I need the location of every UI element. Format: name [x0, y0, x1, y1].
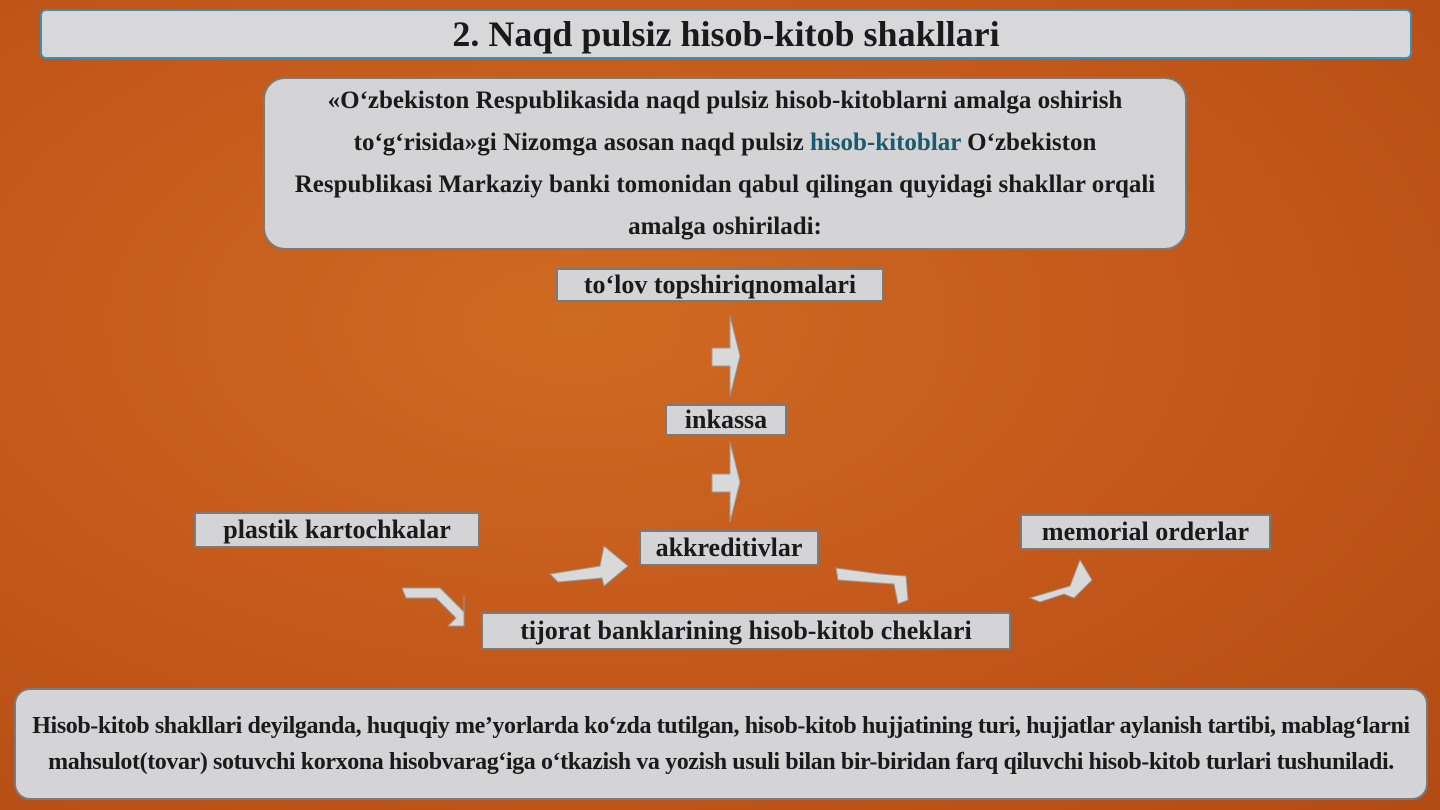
- arrow-checks-to-akkreditiv: [550, 546, 628, 586]
- node-memorial-orders: memorial orderlar: [1020, 514, 1271, 550]
- intro-part-2: O‘zbekiston Respublikasi Markaziy banki tomonidan qabul qilingan quyidagi shakllar orqali amalga oshiriladi:: [294, 128, 1156, 240]
- arrow-akkreditiv-down: [836, 568, 908, 604]
- arrow-to-memorial: [1030, 560, 1092, 602]
- node-plastic-cards: plastik kartochkalar: [194, 512, 480, 548]
- footer-definition-box: [14, 688, 1428, 800]
- footer-definition-text: Hisob-kitob shakllari deyilganda, huquqiy me’yorlarda ko‘zda tutilgan, hisob-kitob hujjatining turi, hujjatlar aylanish tartibi, mablag‘larni mahsulot(tovar) sotuvchi korxona hisobvarag‘iga o‘tkazish va yozish usuli bilan bir-biridan farq qiluvchi hisob-kitob turlari tushuniladi.: [32, 713, 1410, 775]
- intro-part-1: «O‘zbekiston Respublikasida naqd pulsiz hisob-kitoblarni amalga oshirish to‘g‘risida»gi Nizomga asosan naqd pulsiz: [327, 86, 1123, 156]
- node-letters-of-credit: akkreditivlar: [639, 530, 819, 566]
- arrow-up-2: [712, 442, 740, 522]
- arrow-plastic-to-checks: [402, 588, 464, 626]
- node-inkassa: inkassa: [665, 404, 787, 436]
- slide-title: 2. Naqd pulsiz hisob-kitob shakllari: [40, 9, 1412, 59]
- node-payment-orders: to‘lov topshiriqnomalari: [556, 268, 884, 302]
- arrow-up-1: [712, 316, 740, 396]
- node-bank-checks: tijorat banklarining hisob-kitob cheklari: [481, 612, 1011, 650]
- intro-text: [289, 80, 1161, 248]
- intro-highlight: hisob-kitoblar: [809, 128, 961, 156]
- intro-text-box: [263, 77, 1187, 250]
